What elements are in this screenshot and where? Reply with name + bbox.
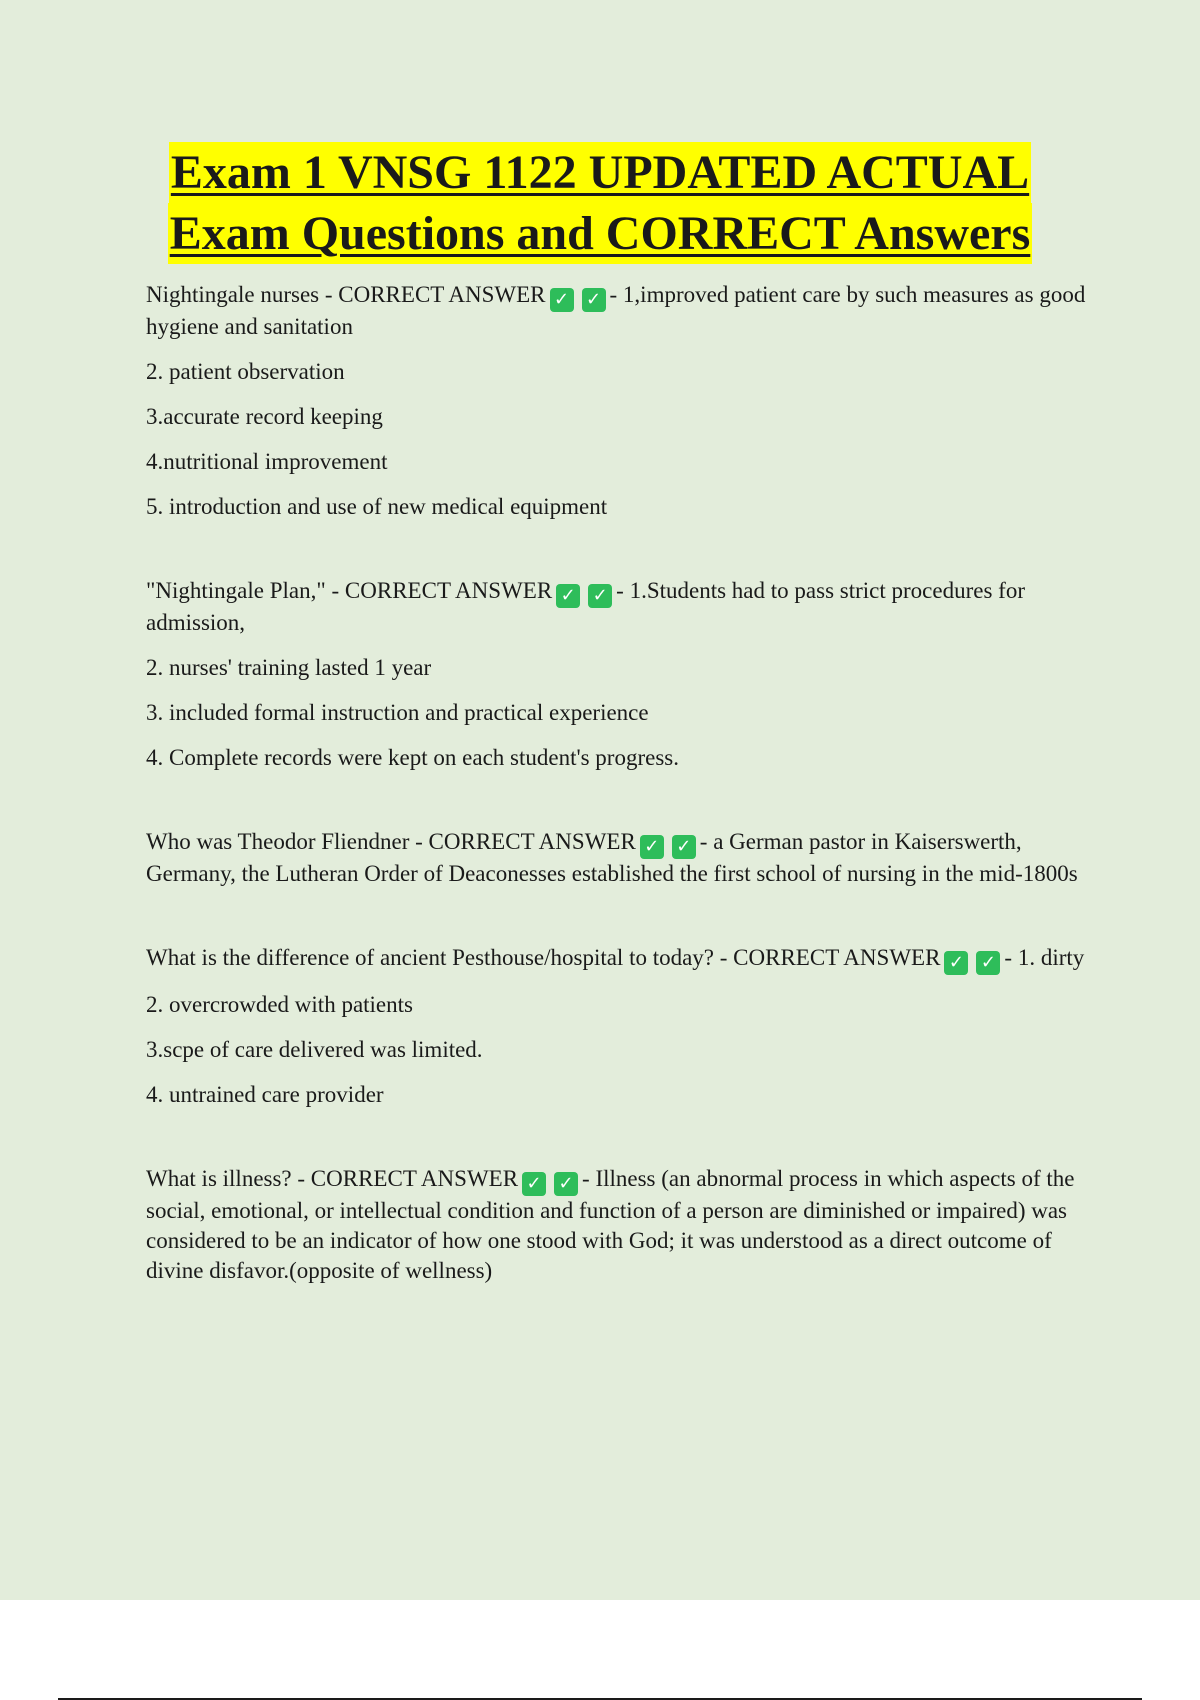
qa-paragraph [146, 943, 1086, 975]
document-title [0, 142, 1200, 264]
check-mark-icon: ✓ [672, 835, 696, 859]
check-mark-icon: ✓ [550, 288, 574, 312]
question-text: What is illness? [146, 1166, 292, 1191]
qa-paragraph [146, 827, 1086, 889]
qa-block-nightingale-nurses [146, 280, 1086, 522]
answer-list-item: 2. patient observation [146, 359, 345, 384]
answer-text: - 1. dirty [1004, 945, 1085, 970]
check-mark-icon: ✓ [976, 951, 1000, 975]
question-text: "Nightingale Plan," [146, 578, 326, 603]
check-mark-icon: ✓ [582, 288, 606, 312]
answer-list-item: 4.nutritional improvement [146, 449, 388, 474]
answer-text: - 1,improved patient care by such measures as good hygiene and sanitation [146, 282, 1086, 339]
answer-list-item: 3.scpe of care delivered was limited. [146, 1037, 483, 1062]
answer-marker: - CORRECT ANSWER [331, 578, 553, 603]
qa-paragraph [146, 280, 1086, 342]
qa-block-nightingale-plan [146, 576, 1086, 773]
qa-block-illness [146, 1164, 1086, 1286]
answer-list-item: 2. overcrowded with patients [146, 992, 413, 1017]
answer-list-item: 3. included formal instruction and practical experience [146, 700, 649, 725]
qa-paragraph [146, 576, 1086, 638]
answer-text: - a German pastor in Kaiserswerth, Germany, the Lutheran Order of Deaconesses established the first school of nursing in the mid-1800s [146, 829, 1078, 886]
answer-marker: - CORRECT ANSWER [324, 282, 546, 307]
question-text: What is the difference of ancient Pesthouse/hospital to today? [146, 945, 715, 970]
check-mark-icon: ✓ [556, 584, 580, 608]
title-line-1: Exam 1 VNSG 1122 UPDATED ACTUAL [169, 142, 1031, 203]
answer-text: - Illness (an abnormal process in which aspects of the social, emotional, or intellectual condition and function of a person are diminished or impaired) was considered to be an indicator of how one stood with God; it was understood as a direct outcome of divine disfavor.(opposite of wellness) [146, 1166, 1075, 1283]
check-mark-icon: ✓ [554, 1172, 578, 1196]
question-text: Who was Theodor Fliendner [146, 829, 410, 854]
qa-block-pesthouse [146, 943, 1086, 1110]
qa-paragraph [146, 1164, 1086, 1286]
answer-list-item: 2. nurses' training lasted 1 year [146, 655, 432, 680]
check-mark-icon: ✓ [522, 1172, 546, 1196]
answer-list-item: 4. Complete records were kept on each student's progress. [146, 745, 679, 770]
check-mark-icon: ✓ [944, 951, 968, 975]
answer-list-item: 4. untrained care provider [146, 1082, 384, 1107]
answer-list-item: 3.accurate record keeping [146, 404, 383, 429]
answer-marker: - CORRECT ANSWER [415, 829, 636, 854]
title-line-2: Exam Questions and CORRECT Answers [168, 203, 1033, 264]
check-mark-icon: ✓ [640, 835, 664, 859]
check-mark-icon: ✓ [588, 584, 612, 608]
qa-block-theodor-fliendner [146, 827, 1086, 889]
answer-list-item: 5. introduction and use of new medical equipment [146, 494, 608, 519]
question-text: Nightingale nurses [146, 282, 320, 307]
qa-list [146, 280, 1086, 1286]
answer-text: - 1.Students had to pass strict procedures for admission, [146, 578, 1025, 635]
answer-marker: - CORRECT ANSWER [719, 945, 941, 970]
answer-marker: - CORRECT ANSWER [297, 1166, 519, 1191]
